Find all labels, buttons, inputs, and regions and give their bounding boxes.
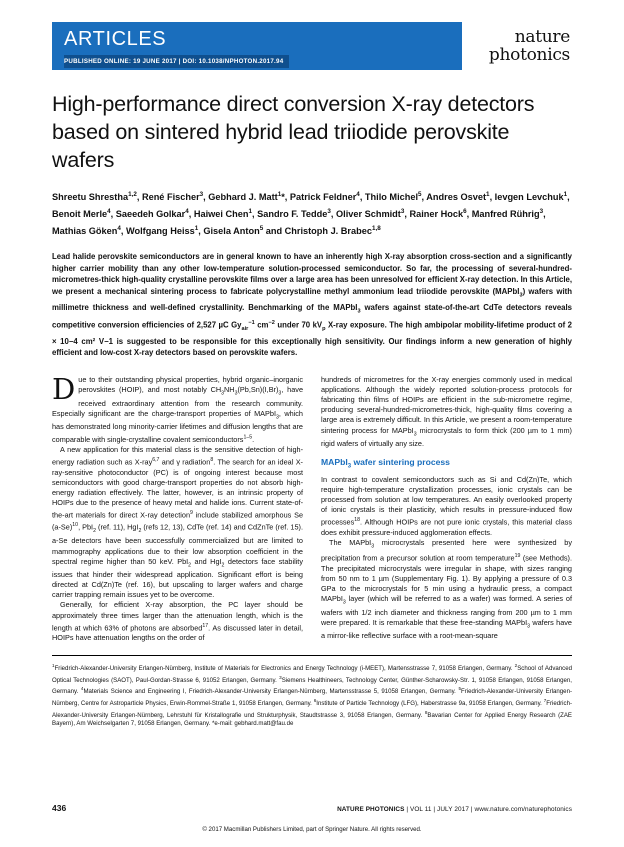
banner-left: [52, 22, 462, 68]
publication-line: PUBLISHED ONLINE: 19 JUNE 2017 | DOI: 10.1038/NPHOTON.2017.94: [64, 58, 284, 65]
section-label: ARTICLES: [64, 28, 167, 50]
footer-citation: [337, 806, 572, 813]
section-heading: MAPbI$_3$ wafer sintering process: [321, 457, 450, 470]
publication-line-wrap: [64, 55, 289, 68]
paragraph: A new application for this material class is the sensitive detection of high-energy radiation such as X-ray$^{6,7}$ and γ radiation$^8$. The search for an ideal X-ray-sensitive photoconductor (PC) is of ongoing interest because most semiconductors with good charge-transport properties do not absorb high-energy radiation effectively. The latter, however, is an intrinsic property of HOIPs due to the presence of heavy metal and halide ions. Current state-of-the-art materials for direct X-ray detection$^9$ include stabilized amorphous Se $(a-Se)^{10}$, PbI$_2$ (ref. 11), HgI$_2$ (refs 12, 13), CdTe (ref. 14) and CdZnTe (ref. 15). a-Se detectors have been successfully commercialized but are limited to mammography applications due to their low absorption coefficient in the spectral regime higher than 50 keV. PbI$_2$ and HgI$_2$ detectors face stability issues that hinder their widespread application. Significant effort is being directed at Cd(Zn)Te (ref. 16), but upscaling to larger wafers and charge carrier trapping remain issues yet to be overcome.: [52, 444, 304, 600]
page-header-banner: [52, 22, 572, 70]
body-column-left: [52, 372, 304, 643]
author-list: Shreetu Shrestha$^{1,2}$, René Fischer$^3$, Gebhard J. Matt$^1$*, Patrick Feldner$^4$, Thilo Michel$^5$, Andres Osvet$^1$, Ievgen Levchuk$^1$, Benoit Merle$^4$, Saeedeh Golkar$^4$, Haiwei Chen$^1$, Sandro F. Tedde$^3$, Oliver Schmidt$^3$, Rainer Hock$^6$, Manfred Rührig$^3$, Mathias Göken$^4$, Wolfgang Heiss$^1$, Gisela Anton$^5$ and Christoph J. Brabec$^{1,8}$: [52, 191, 570, 236]
footer-journal-name: NATURE PHOTONICS: [337, 806, 405, 813]
paragraph: [52, 372, 303, 445]
page-number: 436: [52, 803, 67, 813]
paragraph: hundreds of micrometres for the X-ray energies commonly used in medical applications. Although the widely reported solution-process protocols for fabricating thin films of HOIPs are efficient in the sub-micrometre regime, producing several-hundred-micrometres-thick, high-quality films covering a large area is extremely difficult. In this Article, we present a room-temperature sintering process for MAPbI$_3$ microcrystals to form thick (200 µm to 1 mm) rigid wafers of virtually any size.: [321, 375, 572, 449]
page-footer: [52, 803, 572, 813]
abstract: Lead halide perovskite semiconductors are in general known to have an inherently high X-ray absorption cross-section and a significantly higher carrier mobility than any other low-temperature solution-processed semiconductor. So far, the processing of several-hundred-micrometres-thick high-quality crystalline perovskite films over a large area has been unresolved for efficient X-ray detection. In this Article, we present a mechanical sintering process to fabricate polycrystalline methyl ammonium lead triiodide perovskite (MAPbI$_3$) wafers with millimetre thickness and well-defined crystallinity. Benchmarking of the MAPbI$_3$ wafers against state-of-the-art CdTe detectors reveals competitive conversion efficiencies of 2,527 µC $Gy_{air}^{-1}$ $cm^{-2}$ under 70 $kV_p$ X-ray exposure. The high ambipolar mobility-lifetime product of 2 × 10−4 cm² V−1 is suggested to be responsible for this exceptionally high sensitivity. Our findings inform a new generation of highly efficient and low-cost X-ray detectors based on perovskite wafers.: [52, 252, 573, 358]
drop-cap: D: [52, 372, 76, 407]
journal-logo-nature: nature: [514, 26, 570, 47]
body-column-right: [321, 375, 572, 643]
copyright-line: © 2017 Macmillan Publishers Limited, part of Springer Nature. All rights reserved.: [202, 826, 422, 833]
affiliations: $^1$Friedrich-Alexander-University Erlangen-Nürnberg, Institute of Materials for Electronics and Energy Technology (i-MEET), Martensstrasse 7, 91058 Erlangen, Germany. $^2$School of Advanced Optical Technologies (SAOT), Paul-Gordan-Strasse 6, 91052 Erlangen, Germany. $^3$Siemens Healthineers, Technology Center, Günther-Scharowsky-Str. 1, 91058 Erlangen, 91058 Erlangen, Germany. $^4$Materials Science and Engineering I, Friedrich-Alexander-University Erlangen-Nürnberg, Martensstrasse 5, 91058 Erlangen, Germany. $^5$Friedrich-Alexander-University Erlangen-Nürnberg, Centre for Astroparticle Physics, Erwin-Rommel-Straße 1, 91058 Erlangen, Germany. $^6$Institute of Particle Technology (LFG), Haberstrasse 9a, 91058 Erlangen, Germany. $^7$Friedrich-Alexander-University Erlangen-Nürnberg, Lehrstuhl für Kristallografie und Strukturphysik, Staudtstrasse 3, 91058 Erlangen, Germany. $^8$Bavarian Center for Applied Energy Research (ZAE Bayern), Am Weichselgarten 7, 91058 Erlangen, Germany. *e-mail: gebhard.matt@fau.de: [52, 663, 573, 728]
paragraph: In contrast to covalent semiconductors such as Si and Cd(Zn)Te, which require high-temperature crystallization processes, ionic crystals can be processed from solution at low temperatures. An easily overlooked property of ionic crystals is their plasticity, which results in pressure-induced flow processes$^{18}$. Although HOIPs are not pure ionic crystals, this material class does exhibit pressure-induced agglomeration effects.: [321, 474, 572, 537]
footer-url[interactable]: www.nature.com/naturephotonics: [474, 806, 572, 813]
article-title: High-performance direct conversion X-ray detectors based on sintered hybrid lead triiodide perovskite wafers: [52, 92, 535, 172]
article-page: [0, 22, 624, 847]
body-columns: [52, 372, 572, 643]
footer-issue-info: | VOL 11 | JULY 2017 |: [404, 806, 475, 813]
journal-logo: [462, 22, 572, 70]
paragraph-text: ue to their outstanding physical properties, hybrid organic–inorganic perovskites (HOIP), and most notably $CH_3NH_3(Pb,Sn)(I,Br)_3$, have received extraordinary attention from the research community. Especially significant are the charge-transport properties of MAPbI$_3$, which has demonstrated long minority-carrier lifetimes and diffusion lengths that are comparable with single-crystalline covalent semiconductors$^{1-5}$.: [52, 375, 303, 444]
affiliations-divider: [52, 655, 572, 656]
paragraph: Generally, for efficient X-ray absorption, the PC layer should be approximately three times larger than the attenuation length, which is the length at which 63% of photons are absorbed$^{17}$. As discussed later in detail, HOIPs have attenuation lengths on the order of: [52, 600, 303, 643]
journal-logo-photonics: photonics: [488, 44, 570, 65]
paragraph: The MAPbI$_3$ microcrystals presented here were synthesized by precipitation from a precursor solution at room temperature$^{19}$ (see Methods). The precipitated microcrystals were irregular in shape, with sizes ranging from 50 nm to 1 µm (Supplementary Fig. 1). By applying a pressure of 0.3 GPa to the microcrystals for 5 min using a hydraulic press, a compact MAPbI$_3$ layer (which will be referred to as a wafer) was formed. A series of wafers with 1/2 inch diameter and thickness ranging from 200 µm to 1 mm were prepared. It is remarkable that these free-standing MAPbI$_3$ wafers have a mirror-like reflective surface with a root-mean-square: [321, 537, 572, 641]
